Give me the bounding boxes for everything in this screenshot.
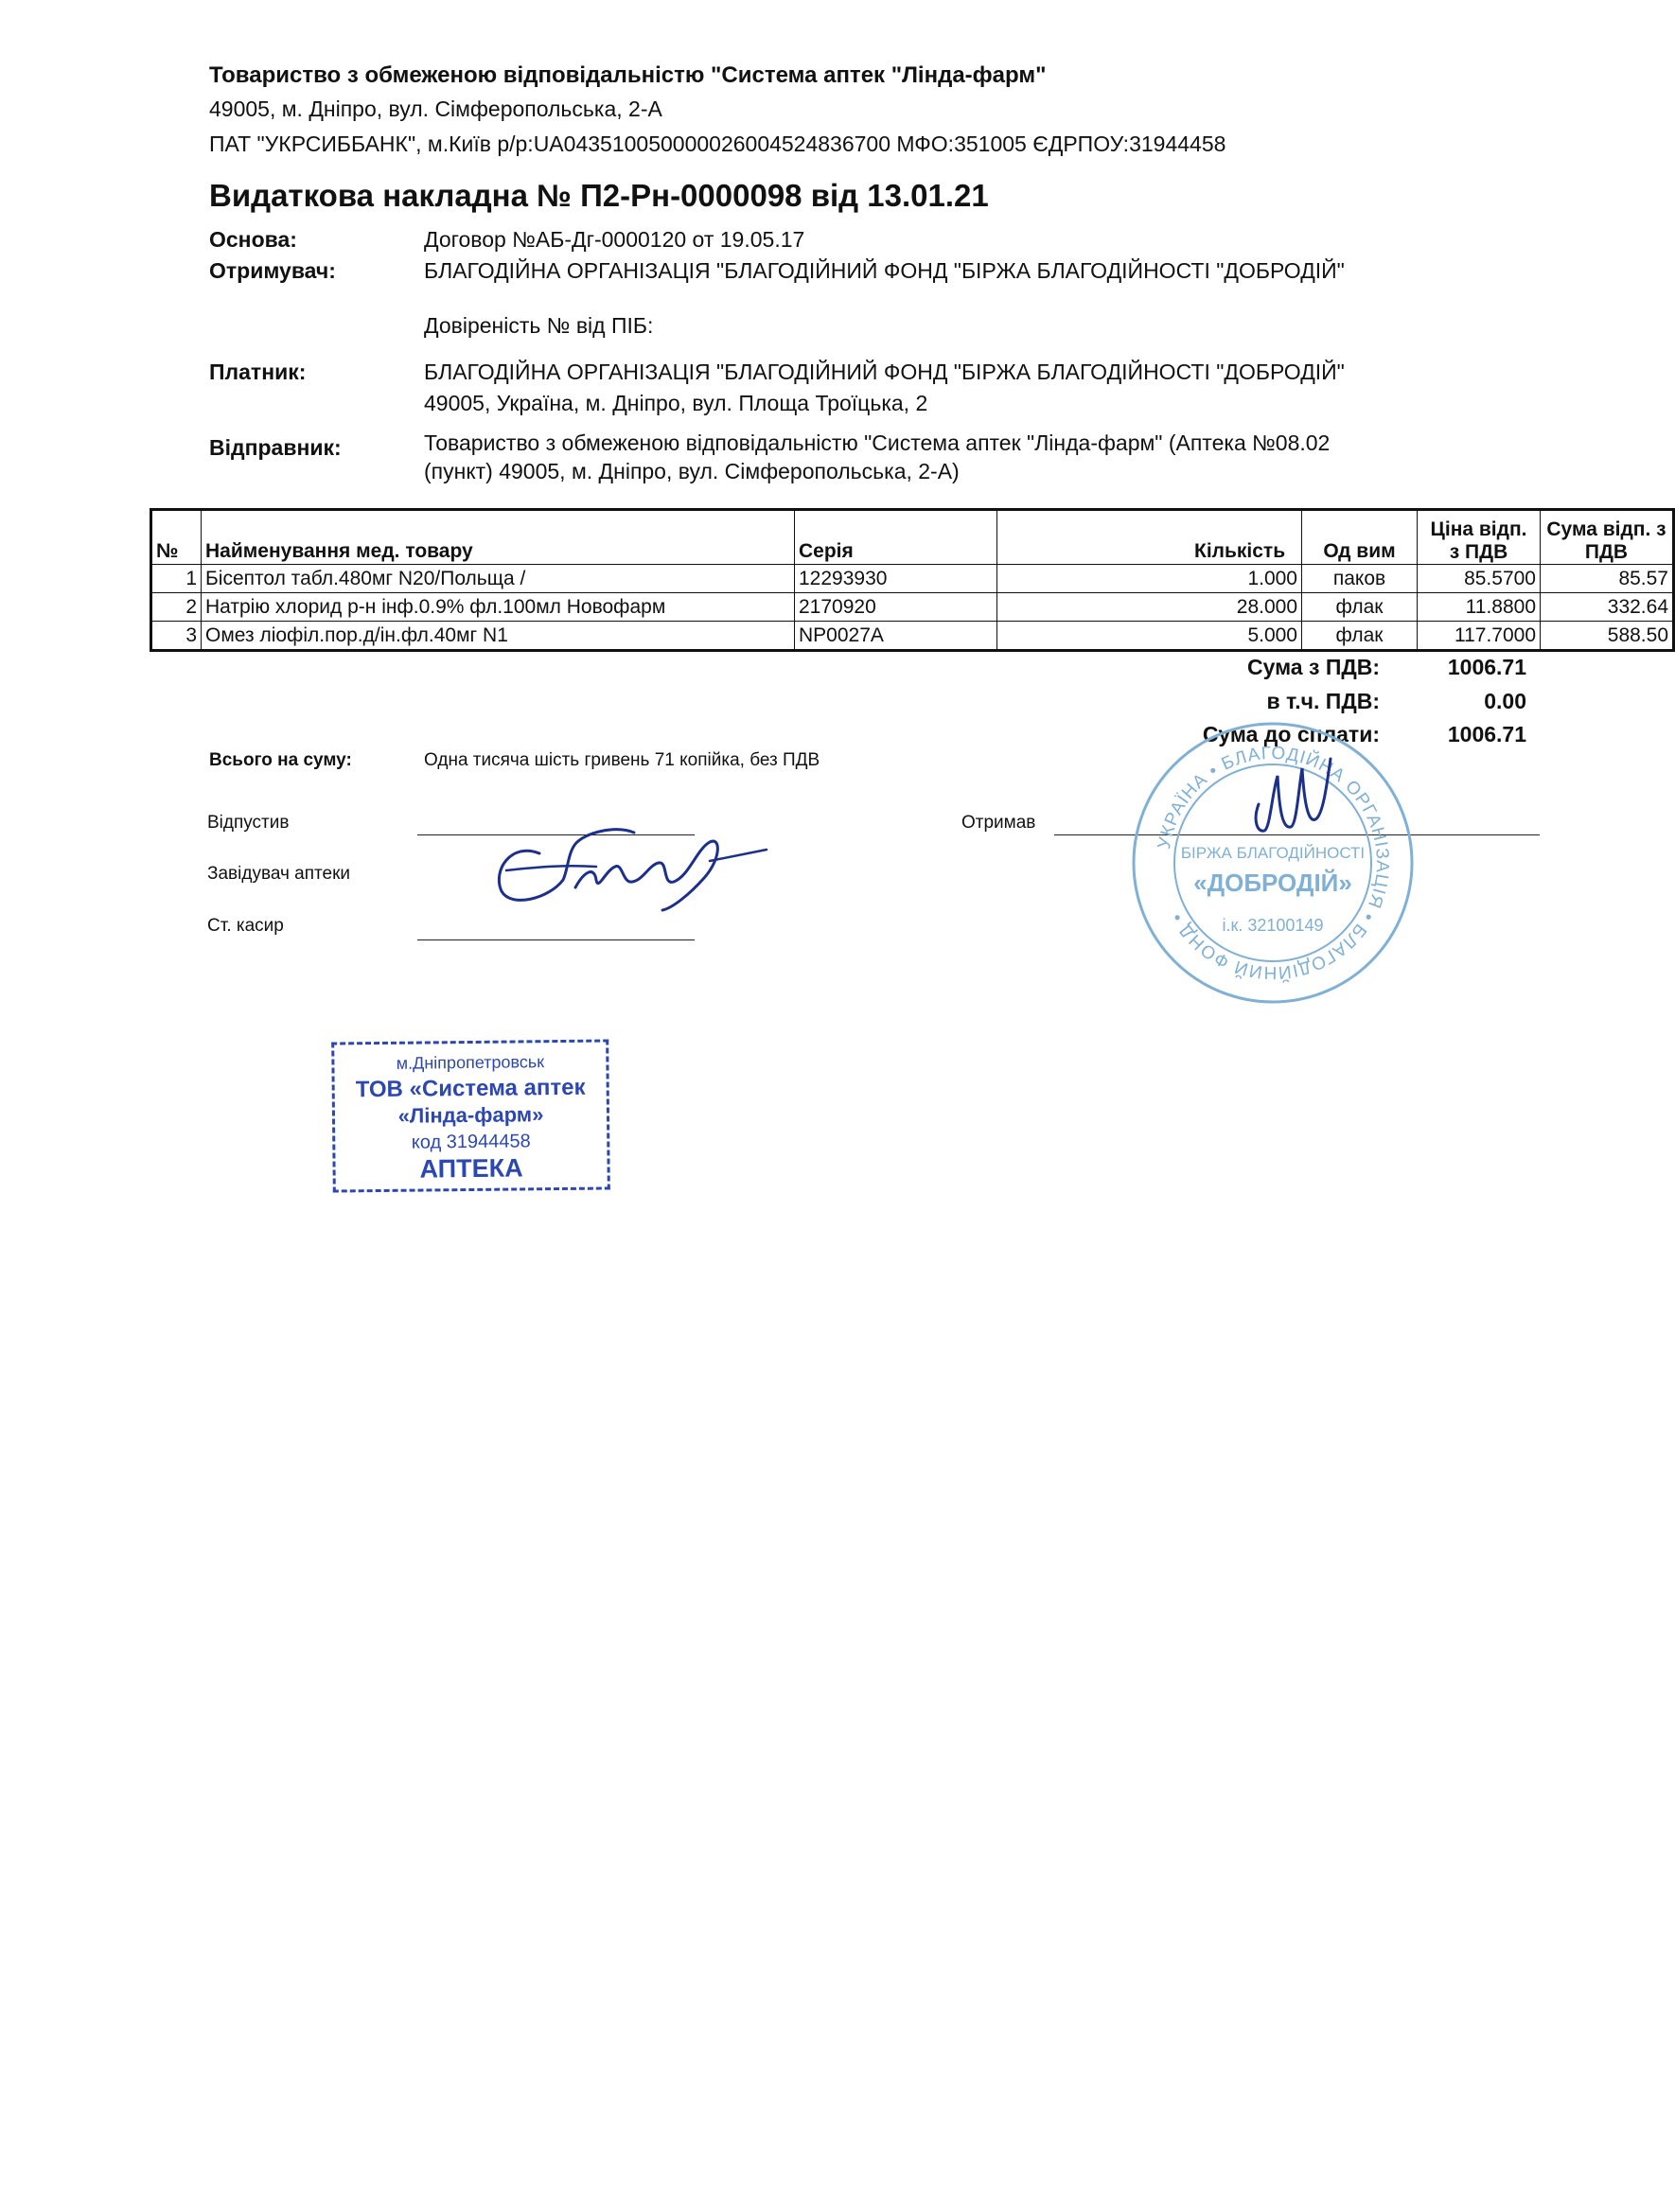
row-unit: флак [1302, 622, 1418, 651]
amount-in-words-value: Одна тисяча шість гривень 71 копійка, без ПДВ [424, 750, 820, 770]
row-unit: паков [1302, 565, 1418, 593]
amount-in-words-label: Всього на суму: [209, 750, 352, 770]
total-with-vat-label: Сума з ПДВ: [1247, 655, 1380, 679]
vat-label: в т.ч. ПДВ: [1266, 689, 1380, 713]
col-header-price [1418, 510, 1541, 565]
sender-line1: Товариство з обмеженою відповідальністю "Система аптек "Лінда-фарм" (Аптека №08.02 [424, 430, 1331, 455]
recipient-signature [1240, 747, 1344, 851]
round-stamp-inner-line2: «ДОБРОДІЙ» [1193, 869, 1352, 897]
row-qty: 1.000 [997, 565, 1302, 593]
released-by-signature [473, 804, 785, 927]
to-pay-label: Сума до сплати: [1202, 722, 1380, 746]
payer-label: Платник: [209, 360, 307, 384]
payer-address: 49005, Україна, м. Дніпро, вул. Площа Троїцька, 2 [424, 391, 928, 415]
rect-stamp-pharmacy: АПТЕКА [419, 1153, 523, 1184]
cashier-label: Ст. касир [207, 916, 284, 936]
pharmacy-head-label: Завідувач аптеки [207, 864, 350, 884]
row-sum: 85.57 [1541, 565, 1674, 593]
seller-address: 49005, м. Дніпро, вул. Сімферопольська, 2-А [209, 97, 662, 121]
rect-stamp-company: ТОВ «Система аптек [355, 1074, 586, 1103]
table-row [151, 565, 1674, 593]
basis-value: Договор №АБ-Дг-0000120 от 19.05.17 [424, 227, 805, 252]
col-header-sum-line2: ПДВ [1584, 541, 1629, 563]
row-qty: 5.000 [997, 622, 1302, 651]
table-row [151, 593, 1674, 622]
round-stamp-outer-text: УКРАЇНА • БЛАГОДІЙНА ОРГАНІЗАЦІЯ • БЛАГОДІЙНИЙ ФОНД • [1154, 743, 1393, 983]
col-header-price-line1: Ціна відп. [1430, 518, 1527, 540]
row-name: Бісептол табл.480мг N20/Польща / [202, 565, 795, 593]
table-row [151, 622, 1674, 651]
row-series: 2170920 [795, 593, 997, 622]
row-series: NP0027A [795, 622, 997, 651]
row-price: 85.5700 [1418, 565, 1541, 593]
row-unit: флак [1302, 593, 1418, 622]
row-series: 12293930 [795, 565, 997, 593]
power-of-attorney: Довіреність № від ПІБ: [424, 313, 654, 338]
pharmacy-rect-stamp [331, 1039, 610, 1192]
round-stamp-code: і.к. 32100149 [1222, 916, 1324, 935]
vat-value: 0.00 [1484, 689, 1526, 713]
round-stamp-inner-line1: БІРЖА БЛАГОДІЙНОСТІ [1180, 844, 1366, 862]
table-header-row [151, 510, 1674, 565]
sender-label: Відправник: [209, 435, 342, 460]
col-header-series: Серія [795, 510, 997, 565]
col-header-qty: Кількість [997, 510, 1302, 565]
to-pay-value: 1006.71 [1447, 722, 1526, 746]
row-num: 2 [151, 593, 202, 622]
col-header-name: Найменування мед. товару [202, 510, 795, 565]
seller-bank-details: ПАТ "УКРСИББАНК", м.Київ р/р:UA043510050000026004524836700 МФО:351005 ЄДРПОУ:31944458 [209, 132, 1226, 156]
row-num: 3 [151, 622, 202, 651]
row-qty: 28.000 [997, 593, 1302, 622]
col-header-unit: Од вим [1302, 510, 1418, 565]
invoice-title: Видаткова накладна № П2-Рн-0000098 від 13.01.21 [209, 178, 989, 213]
sender-line2: (пункт) 49005, м. Дніпро, вул. Сімферопольська, 2-А) [424, 459, 960, 483]
recipient-label: Отримувач: [209, 258, 336, 283]
basis-label: Основа: [209, 227, 297, 252]
recipient-value: БЛАГОДІЙНА ОРГАНІЗАЦІЯ "БЛАГОДІЙНИЙ ФОНД "БІРЖА БЛАГОДІЙНОСТІ "ДОБРОДІЙ" [424, 258, 1345, 283]
row-name: Натрію хлорид р-н інф.0.9% фл.100мл Новофарм [202, 593, 795, 622]
seller-name: Товариство з обмеженою відповідальністю "Система аптек "Лінда-фарм" [209, 62, 1047, 88]
col-header-sum-line1: Сума відп. з [1546, 518, 1666, 540]
col-header-num: № [151, 510, 202, 565]
rect-stamp-code: код 31944458 [411, 1131, 531, 1153]
received-by-label: Отримав [961, 813, 1036, 833]
col-header-price-line2: з ПДВ [1449, 541, 1508, 563]
row-name: Омез ліофіл.пор.д/ін.фл.40мг N1 [202, 622, 795, 651]
row-sum: 332.64 [1541, 593, 1674, 622]
cashier-line [417, 939, 695, 940]
row-num: 1 [151, 565, 202, 593]
total-with-vat-value: 1006.71 [1447, 655, 1526, 679]
items-table [150, 508, 1675, 652]
row-price: 11.8800 [1418, 593, 1541, 622]
rect-stamp-city: м.Дніпропетровськ [396, 1052, 545, 1073]
payer-name: БЛАГОДІЙНА ОРГАНІЗАЦІЯ "БЛАГОДІЙНИЙ ФОНД "БІРЖА БЛАГОДІЙНОСТІ "ДОБРОДІЙ" [424, 360, 1345, 384]
rect-stamp-brand: «Лінда-фарм» [397, 1102, 544, 1128]
col-header-sum [1541, 510, 1674, 565]
row-price: 117.7000 [1418, 622, 1541, 651]
row-sum: 588.50 [1541, 622, 1674, 651]
released-by-label: Відпустив [207, 813, 290, 833]
